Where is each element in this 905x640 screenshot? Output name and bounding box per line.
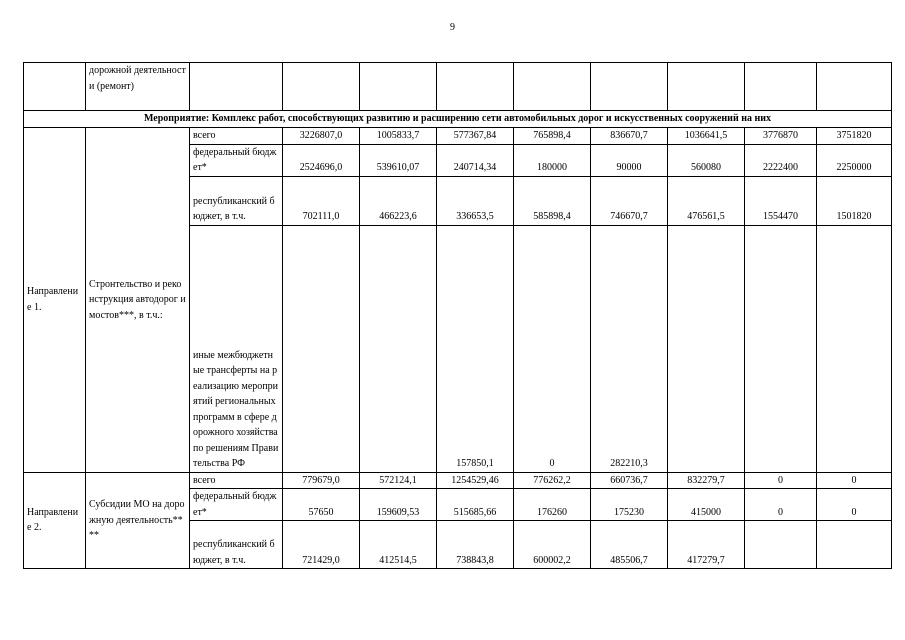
value-cell: 836670,7	[591, 128, 668, 145]
source-cell: всего	[190, 128, 283, 145]
value-cell: 746670,7	[591, 176, 668, 225]
source-cell	[190, 225, 283, 472]
source-cell	[190, 521, 283, 569]
source-label: республиканский бюджет, в т.ч.	[193, 539, 275, 566]
table-cell	[360, 63, 437, 111]
value-cell: 539610,07	[360, 144, 437, 176]
direction1-label-cell	[24, 128, 86, 473]
table-cell	[514, 63, 591, 111]
value-cell: 1501820	[817, 176, 892, 225]
direction2-label-cell	[24, 472, 86, 569]
value-cell: 765898,4	[514, 128, 591, 145]
table-row	[24, 472, 892, 489]
value-cell: 3751820	[817, 128, 892, 145]
value-cell: 560080	[668, 144, 745, 176]
value-cell: 3226807,0	[283, 128, 360, 145]
source-cell	[190, 144, 283, 176]
section-heading: Мероприятие: Комплекс работ, способствующих развитию и расширению сети автомобильных дорог и искусственных сооружений на них	[24, 111, 892, 128]
direction2-description-cell	[86, 472, 190, 569]
source-label: иные межбюджетные трансферты на реализацию мероприятий региональных программ в сфере дорожного хозяйства по решениям Правительства РФ	[193, 349, 279, 469]
value-cell: 240714,34	[437, 144, 514, 176]
value-cell	[817, 521, 892, 569]
direction2-description: Субсидии МО на дорожную деятельность****	[89, 499, 185, 541]
value-cell: 0	[514, 225, 591, 472]
table-cell	[817, 63, 892, 111]
table-cell	[283, 63, 360, 111]
table-cell	[745, 63, 817, 111]
table-cell	[86, 63, 190, 111]
direction1-description: Стронтельство и реконструкция автодорог и мостов***, в т.ч.:	[89, 278, 186, 321]
direction1-description-cell	[86, 128, 190, 473]
value-cell: 412514,5	[360, 521, 437, 569]
value-cell: 0	[817, 489, 892, 521]
value-cell: 282210,3	[591, 225, 668, 472]
value-cell: 600002,2	[514, 521, 591, 569]
value-cell: 157850,1	[437, 225, 514, 472]
page-number: 9	[450, 22, 455, 33]
value-cell: 2524696,0	[283, 144, 360, 176]
continuation-label: дорожной деятельности (ремонт)	[89, 65, 186, 92]
table-cell	[591, 63, 668, 111]
source-cell: всего	[190, 472, 283, 489]
direction2-label: Направление 2.	[27, 506, 79, 534]
source-label: федеральный бюджет*	[193, 491, 277, 518]
table-cell	[437, 63, 514, 111]
value-cell: 660736,7	[591, 472, 668, 489]
value-cell: 577367,84	[437, 128, 514, 145]
value-cell: 1005833,7	[360, 128, 437, 145]
value-cell: 515685,66	[437, 489, 514, 521]
value-cell: 476561,5	[668, 176, 745, 225]
value-cell: 585898,4	[514, 176, 591, 225]
table-row	[24, 128, 892, 145]
value-cell: 466223,6	[360, 176, 437, 225]
value-cell: 776262,2	[514, 472, 591, 489]
budget-table	[23, 62, 892, 569]
table-row	[24, 111, 892, 128]
value-cell: 702111,0	[283, 176, 360, 225]
table-row	[24, 63, 892, 111]
direction1-label: Направление 1.	[27, 286, 79, 313]
value-cell: 0	[745, 489, 817, 521]
value-cell: 1554470	[745, 176, 817, 225]
value-cell: 572124,1	[360, 472, 437, 489]
value-cell: 1036641,5	[668, 128, 745, 145]
value-cell	[745, 225, 817, 472]
value-cell: 175230	[591, 489, 668, 521]
source-label: федеральный бюджет*	[193, 146, 277, 173]
value-cell	[817, 225, 892, 472]
value-cell: 2222400	[745, 144, 817, 176]
table-cell	[24, 63, 86, 111]
value-cell: 336653,5	[437, 176, 514, 225]
value-cell: 2250000	[817, 144, 892, 176]
source-cell	[190, 489, 283, 521]
table-cell	[190, 63, 283, 111]
value-cell	[283, 225, 360, 472]
table-cell	[668, 63, 745, 111]
value-cell: 832279,7	[668, 472, 745, 489]
value-cell: 176260	[514, 489, 591, 521]
value-cell: 721429,0	[283, 521, 360, 569]
value-cell: 3776870	[745, 128, 817, 145]
value-cell	[668, 225, 745, 472]
source-label: республиканский бюджет, в т.ч.	[193, 195, 275, 222]
value-cell: 0	[745, 472, 817, 489]
value-cell: 485506,7	[591, 521, 668, 569]
value-cell: 90000	[591, 144, 668, 176]
value-cell: 0	[817, 472, 892, 489]
value-cell: 159609,53	[360, 489, 437, 521]
value-cell: 415000	[668, 489, 745, 521]
value-cell	[360, 225, 437, 472]
source-cell	[190, 176, 283, 225]
value-cell: 180000	[514, 144, 591, 176]
value-cell: 779679,0	[283, 472, 360, 489]
value-cell: 738843,8	[437, 521, 514, 569]
value-cell	[745, 521, 817, 569]
value-cell: 57650	[283, 489, 360, 521]
value-cell: 417279,7	[668, 521, 745, 569]
value-cell: 1254529,46	[437, 472, 514, 489]
